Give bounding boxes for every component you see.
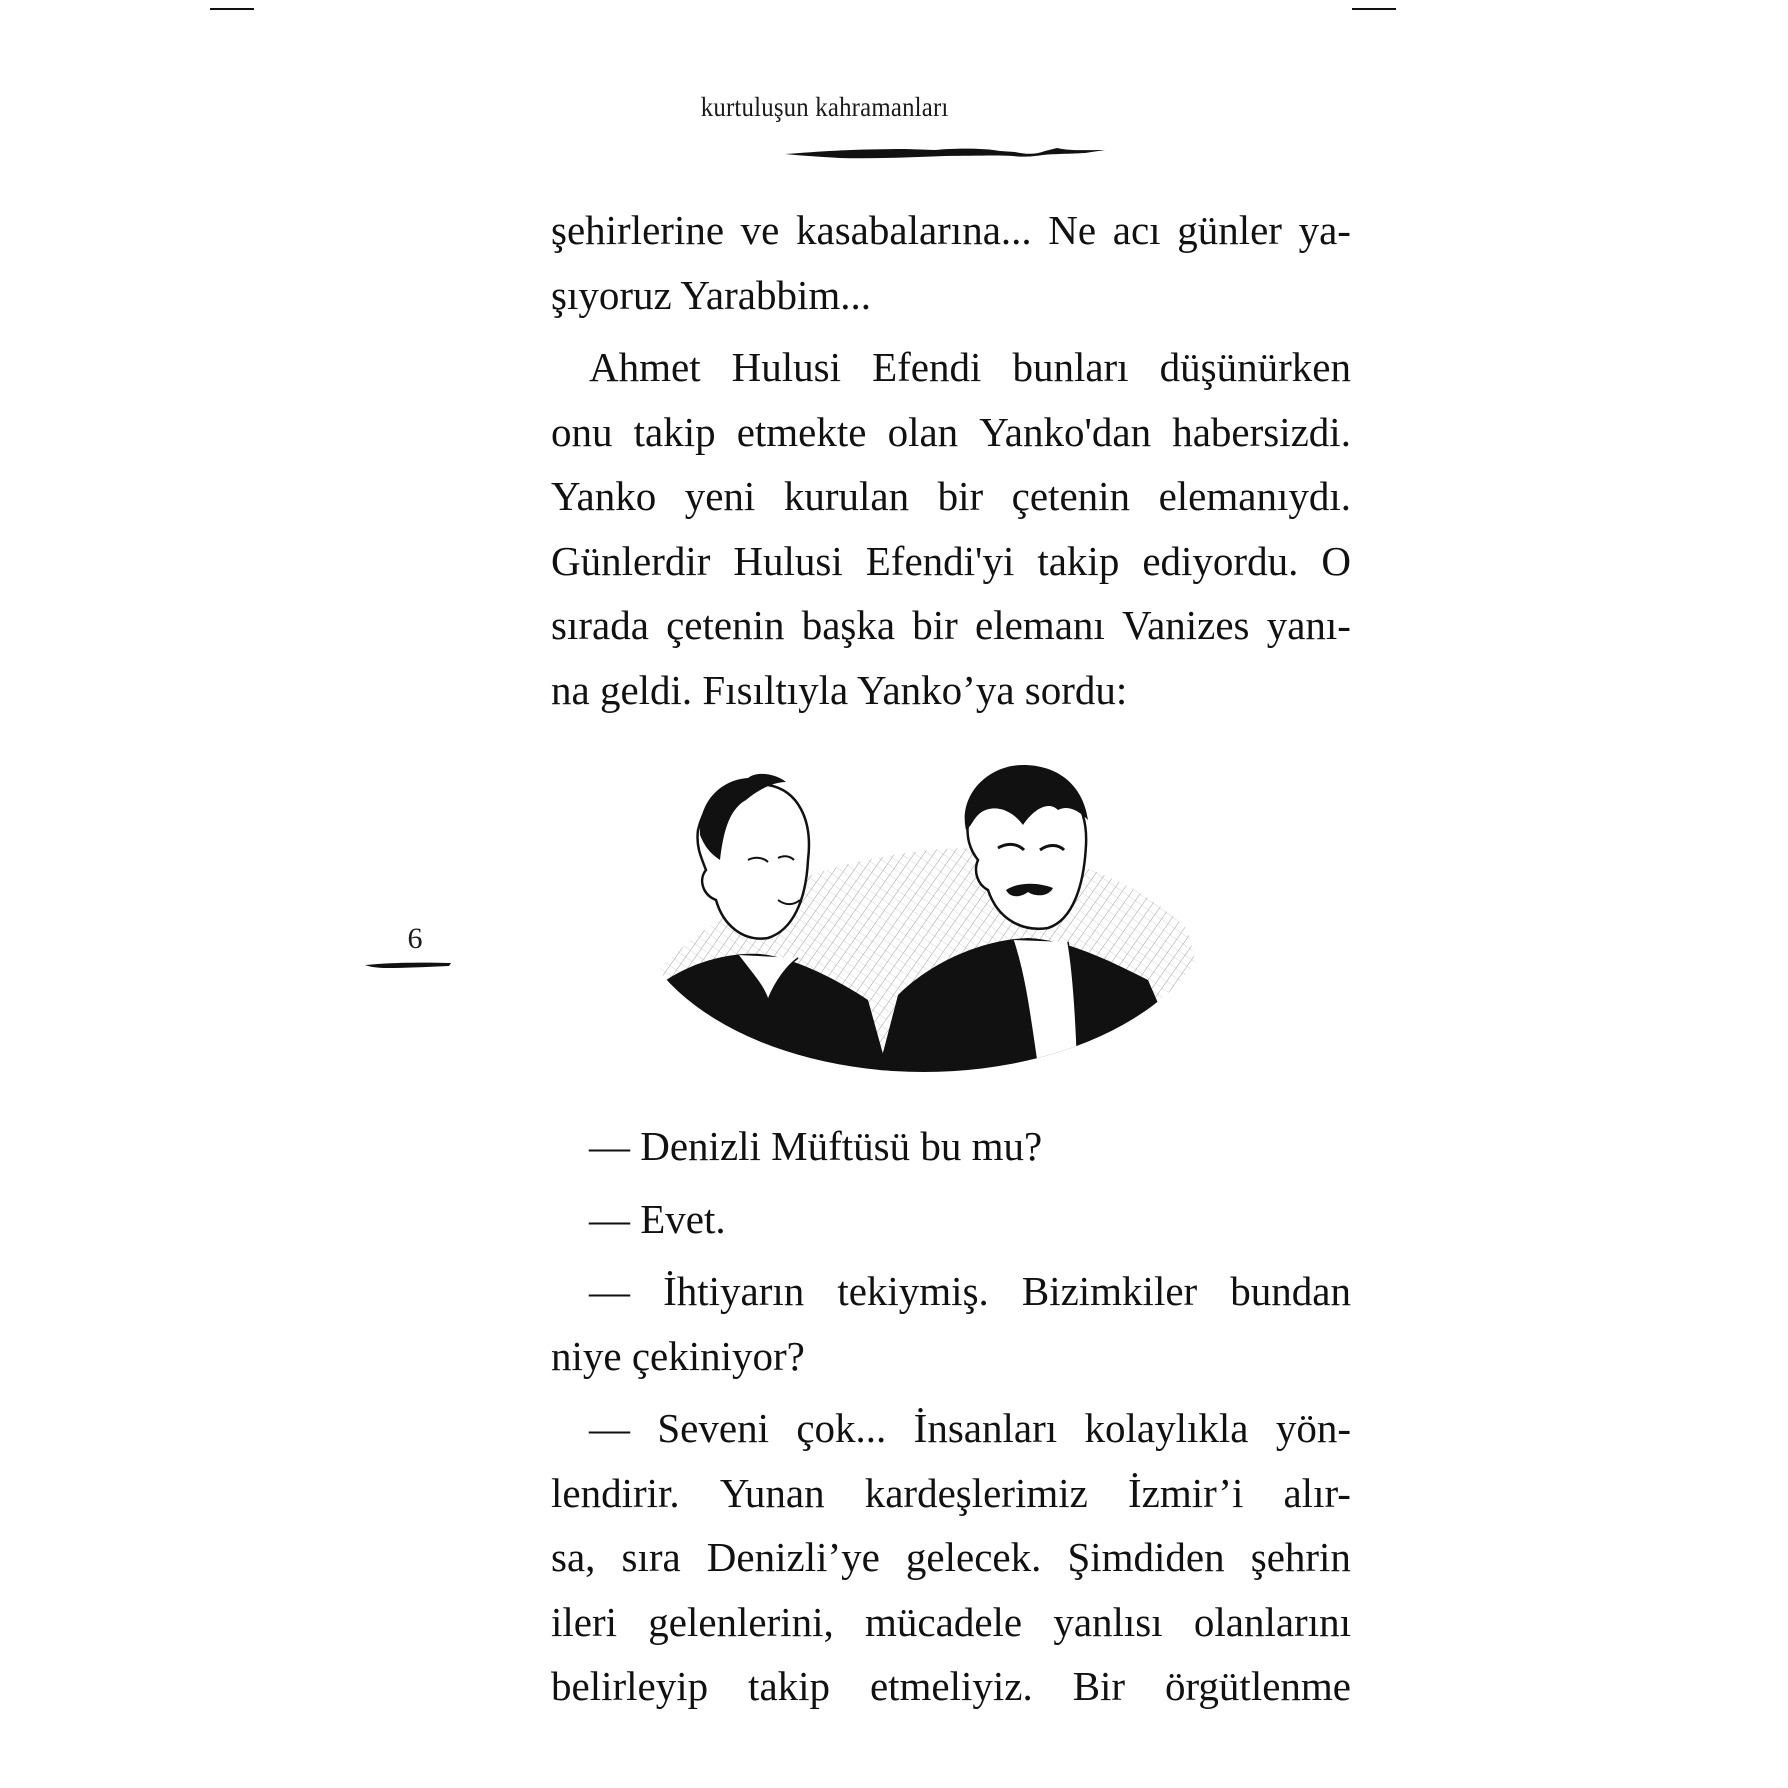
running-head <box>0 92 1650 123</box>
text-line: sa, sıra Denizli’ye gelecek. Şimdiden şehrin <box>551 1534 1351 1580</box>
dialogue-line <box>551 1187 1351 1252</box>
text-line: — Denizli Müftüsü bu mu? <box>589 1123 1043 1169</box>
brush-stroke-ornament-folio <box>365 960 451 970</box>
text-line: onu takip etmekte olan Yanko'dan habersizdi. <box>551 408 1351 455</box>
text-line: lendirir. Yunan kardeşlerimiz İzmir’i alır- <box>551 1469 1351 1516</box>
text-line: ileri gelenlerini, mücadele yanlısı olanlarını <box>551 1598 1351 1645</box>
text-line: sırada çetenin başka bir elemanı Vanizes yanı- <box>551 602 1351 648</box>
text-block-dialogue <box>551 1114 1351 1727</box>
text-block-top <box>551 198 1351 730</box>
crop-mark-top-right <box>1352 8 1396 10</box>
paragraph <box>551 198 1351 327</box>
text-line: — Seveni çok... İnsanları kolaylıkla yön- <box>589 1405 1351 1451</box>
text-line: — İhtiyarın tekiymiş. Bizimkiler bundan <box>589 1268 1351 1314</box>
text-line: belirleyip takip etmeliyiz. Bir örgütlenme <box>551 1663 1351 1709</box>
text-line: Yanko yeni kurulan bir çetenin elemanıydı. <box>551 473 1351 519</box>
text-line: niye çekiniyor? <box>551 1332 805 1379</box>
dialogue-line <box>551 1259 1351 1388</box>
page-number: 6 <box>407 922 423 955</box>
dialogue-line <box>551 1396 1351 1719</box>
text-line: — Evet. <box>589 1195 726 1242</box>
running-head-title: kurtuluşun kahramanları <box>701 92 949 122</box>
text-line: Ahmet Hulusi Efendi bunları düşünürken <box>589 344 1351 390</box>
text-line: şıyoruz Yarabbim... <box>551 271 872 318</box>
text-line: Günlerdir Hulusi Efendi'yi takip ediyordu. O <box>551 537 1351 584</box>
dialogue-line <box>551 1114 1351 1179</box>
paragraph <box>551 335 1351 722</box>
text-line: şehirlerine ve kasabalarına... Ne acı günler ya- <box>551 207 1351 253</box>
crop-mark-top-left <box>210 8 254 10</box>
text-line: na geldi. Fısıltıyla Yanko’ya sordu: <box>551 666 1128 713</box>
illustration-two-men <box>628 760 1220 1072</box>
brush-stroke-ornament-header <box>785 145 1105 161</box>
